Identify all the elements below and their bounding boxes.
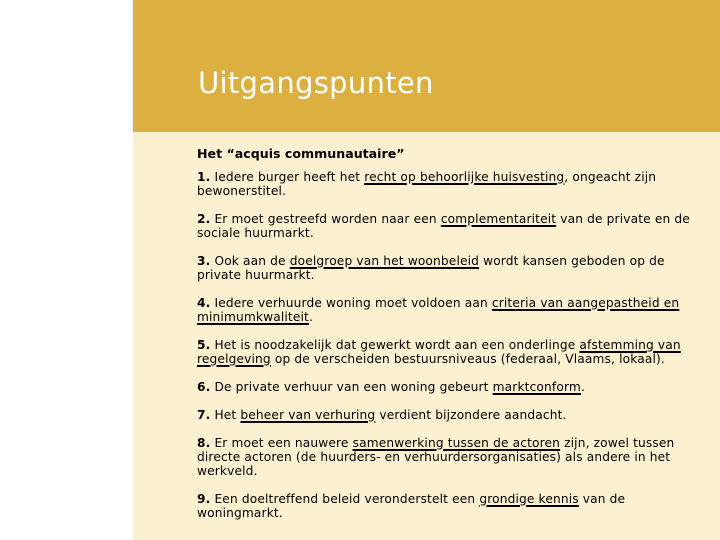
- underlined-term: complementariteit: [440, 212, 557, 226]
- item-text: Een doeltreffend beleid veronderstelt een: [210, 492, 480, 506]
- item-text: van de private en de sociale huurmarkt.: [197, 212, 690, 240]
- item-text: Iedere verhuurde woning moet voldoen aan: [210, 296, 492, 310]
- underlined-term: recht op behoorlijke huisvesting: [364, 170, 565, 184]
- item-text: Het is noodzakelijk dat gewerkt wordt aan een onderlinge: [210, 338, 580, 352]
- slide-title: Uitgangspunten: [198, 66, 434, 100]
- slide: [133, 0, 720, 540]
- item-text: van de woningmarkt.: [197, 492, 626, 520]
- list-item: [197, 492, 712, 520]
- underlined-term: samenwerking tussen de actoren: [352, 436, 561, 450]
- item-number: 3.: [197, 254, 211, 268]
- item-number: 8.: [197, 436, 211, 450]
- underlined-term: beheer van verhuring: [240, 408, 376, 422]
- list-item: [197, 436, 712, 478]
- list-item: [197, 170, 712, 198]
- list-item: [197, 338, 712, 366]
- underlined-term: doelgroep van het woonbeleid: [289, 254, 480, 268]
- list-item: [197, 212, 712, 240]
- slide-subtitle: Het “acquis communautaire”: [197, 146, 405, 161]
- list-item: [197, 254, 712, 282]
- list-item: [197, 296, 712, 324]
- item-text: Iedere burger heeft het: [210, 170, 365, 184]
- underlined-term: afstemming van regelgeving: [197, 338, 681, 366]
- item-number: 6.: [197, 380, 211, 394]
- item-text: zijn, zowel tussen directe actoren (de huurders- en verhuurdersorganisaties) als andere in het werkveld.: [197, 436, 675, 478]
- item-text: Er moet een nauwere: [210, 436, 353, 450]
- item-text: , ongeacht zijn bewonerstitel.: [197, 170, 657, 198]
- item-number: 4.: [197, 296, 211, 310]
- title-banner: [133, 0, 720, 132]
- item-number: 7.: [197, 408, 211, 422]
- item-text: wordt kansen geboden op de private huurmarkt.: [197, 254, 665, 282]
- underlined-term: grondige kennis: [479, 492, 579, 506]
- item-number: 9.: [197, 492, 211, 506]
- slide-body: [197, 147, 712, 534]
- item-text: Ook aan de: [210, 254, 290, 268]
- underlined-term: criteria van aangepastheid en minimumkwaliteit: [197, 296, 680, 324]
- underlined-term: marktconform: [492, 380, 581, 394]
- item-text: .: [580, 380, 585, 394]
- item-number: 1.: [197, 170, 211, 184]
- item-text: op de verscheiden bestuursniveaus (federaal, Vlaams, lokaal).: [270, 352, 665, 366]
- item-text: verdient bijzondere aandacht.: [375, 408, 567, 422]
- list-item: [197, 380, 712, 394]
- item-text: Het: [210, 408, 241, 422]
- item-text: .: [308, 310, 313, 324]
- item-number: 2.: [197, 212, 211, 226]
- item-text: Er moet gestreefd worden naar een: [210, 212, 441, 226]
- item-text: De private verhuur van een woning gebeurt: [210, 380, 493, 394]
- item-number: 5.: [197, 338, 211, 352]
- list-item: [197, 408, 712, 422]
